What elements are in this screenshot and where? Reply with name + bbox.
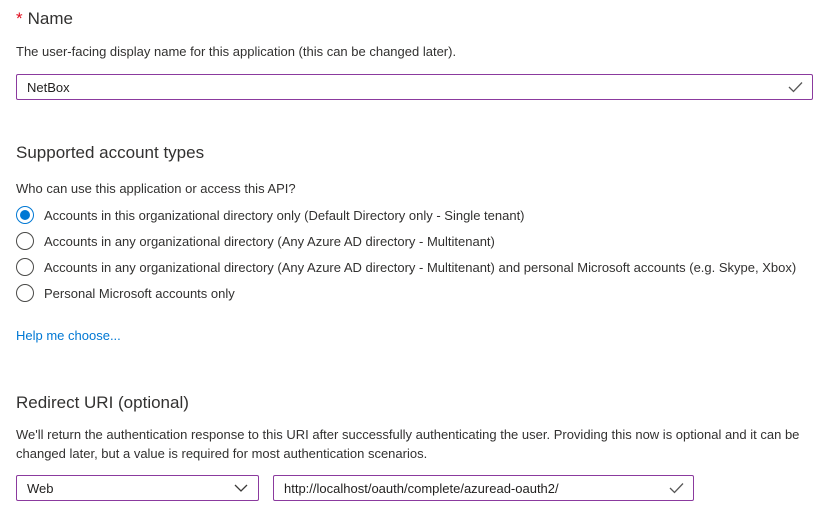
required-asterisk: *: [16, 9, 23, 28]
name-description: The user-facing display name for this application (this can be changed later).: [16, 44, 457, 59]
radio-button-icon[interactable]: [16, 284, 34, 302]
radio-button-icon[interactable]: [16, 232, 34, 250]
radio-label: Accounts in any organizational directory (Any Azure AD directory - Multitenant): [44, 233, 495, 249]
help-me-choose-link[interactable]: Help me choose...: [16, 328, 121, 343]
account-types-section-title: Supported account types: [16, 143, 205, 162]
radio-label: Personal Microsoft accounts only: [44, 285, 235, 301]
radio-button-icon[interactable]: [16, 206, 34, 224]
name-section-title-text: Name: [27, 9, 73, 28]
account-type-option-multitenant-personal[interactable]: [16, 254, 813, 280]
account-types-question: Who can use this application or access this API?: [16, 181, 296, 196]
redirect-uri-section-title: Redirect URI (optional): [16, 393, 189, 412]
name-input[interactable]: [17, 75, 812, 99]
redirect-uri-row: [16, 475, 813, 501]
redirect-uri-input[interactable]: [274, 476, 693, 500]
account-type-radio-group: [16, 202, 813, 306]
platform-select-value: Web: [27, 480, 54, 496]
checkmark-icon: [788, 82, 803, 93]
platform-select[interactable]: [16, 475, 259, 501]
radio-label: Accounts in any organizational directory (Any Azure AD directory - Multitenant) and personal Microsoft accounts (e.g. Skype, Xbox): [44, 259, 797, 275]
radio-label: Accounts in this organizational directory only (Default Directory only - Single tenant): [44, 207, 525, 223]
checkmark-icon: [669, 483, 684, 494]
radio-button-icon[interactable]: [16, 258, 34, 276]
redirect-uri-input-container: [273, 475, 694, 501]
account-type-option-personal-only[interactable]: [16, 280, 813, 306]
name-input-container: [16, 74, 813, 100]
chevron-down-icon: [234, 484, 248, 492]
account-type-option-single-tenant[interactable]: [16, 202, 813, 228]
redirect-uri-description: We'll return the authentication response to this URI after successfully authenticating the user. Providing this now is optional and it can be changed later, but a value is required for most authentication scenarios.: [16, 427, 800, 461]
account-type-option-multitenant[interactable]: [16, 228, 813, 254]
name-section-title: [16, 9, 813, 29]
